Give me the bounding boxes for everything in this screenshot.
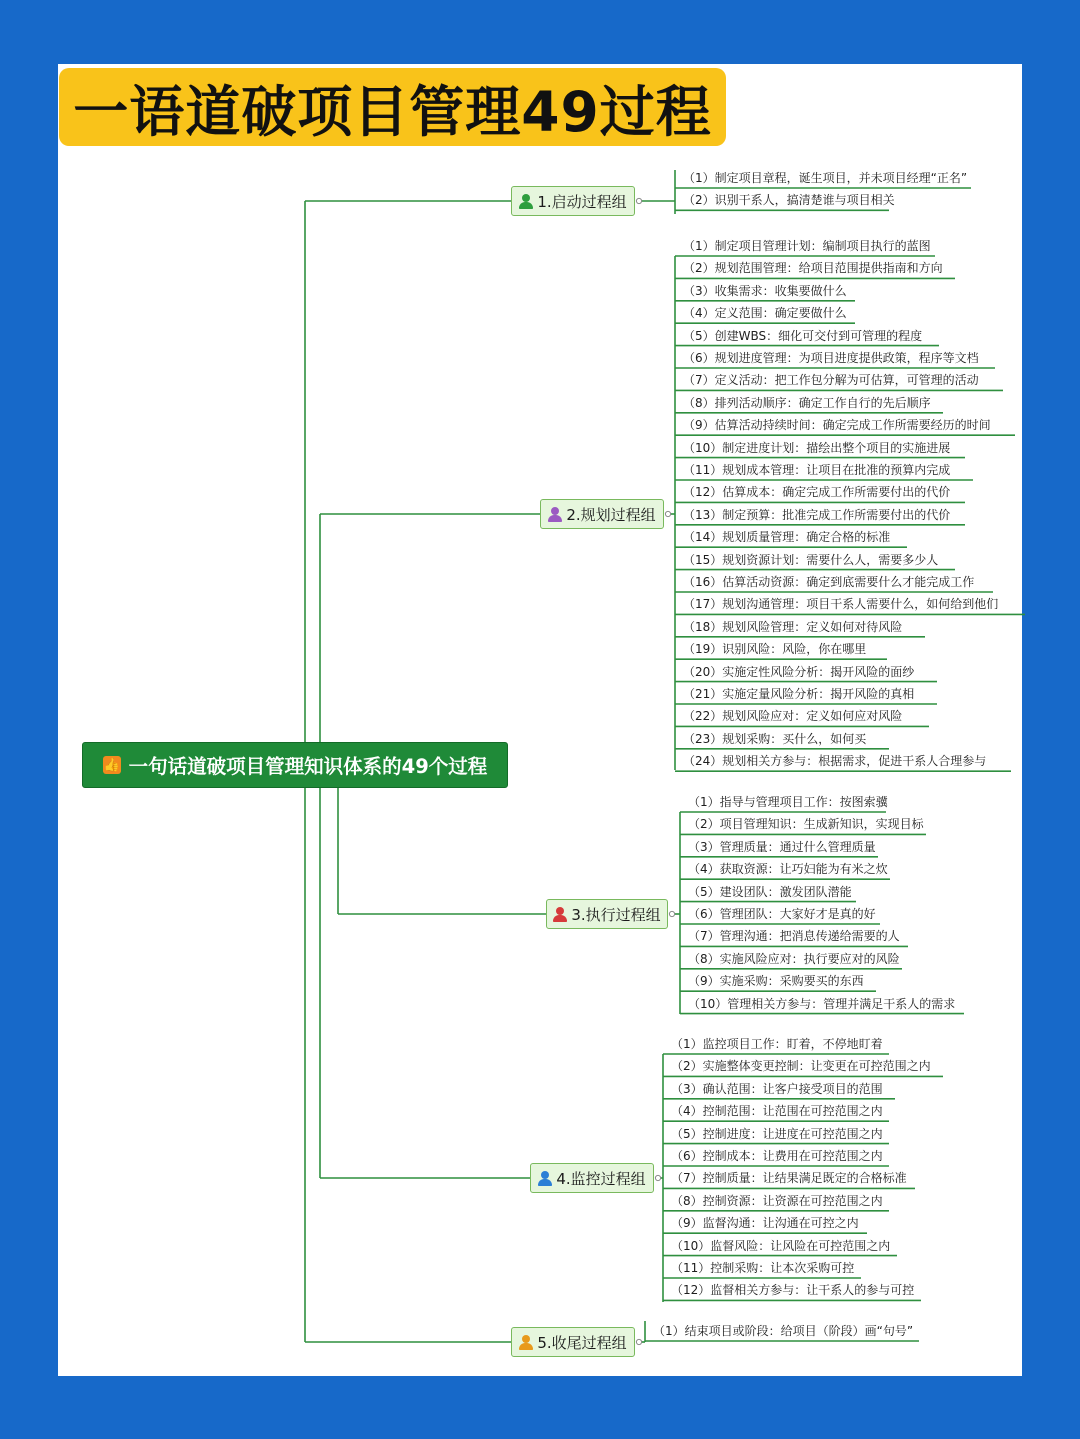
process-item: （9）实施采购：采购要买的东西 <box>688 974 864 989</box>
process-item: （23）规划采购：买什么，如何买 <box>683 731 867 746</box>
process-item: （5）创建WBS：细化可交付到可管理的程度 <box>683 328 923 343</box>
process-item: （4）控制范围：让范围在可控范围之内 <box>671 1104 883 1119</box>
process-item: （10）监督风险：让风险在可控范围之内 <box>671 1238 891 1253</box>
process-item: （2）识别干系人，搞清楚谁与项目相关 <box>683 193 895 208</box>
process-item: （6）管理团队：大家好才是真的好 <box>688 907 876 921</box>
process-item: （4）获取资源：让巧妇能为有米之炊 <box>688 862 888 877</box>
process-item: （11）规划成本管理：让项目在批准的预算内完成 <box>683 463 951 477</box>
process-item: （8）控制资源：让资源在可控范围之内 <box>671 1193 883 1208</box>
group-node-2[interactable] <box>540 499 664 529</box>
process-item: （10）管理相关方参与：管理并满足干系人的需求 <box>688 996 956 1011</box>
root-node[interactable] <box>82 742 508 788</box>
process-item: （7）定义活动：把工作包分解为可估算，可管理的活动 <box>683 373 979 388</box>
process-item: （22）规划风险应对：定义如何应对风险 <box>683 709 903 724</box>
person-icon <box>519 194 533 209</box>
process-item: （15）规划资源计划：需要什么人，需要多少人 <box>683 552 939 567</box>
process-item: （19）识别风险：风险，你在哪里 <box>683 642 867 657</box>
group-label: 3.执行过程组 <box>571 905 661 924</box>
process-item: （6）规划进度管理：为项目进度提供政策，程序等文档 <box>683 351 979 365</box>
collapse-toggle-dot[interactable] <box>636 1339 641 1344</box>
collapse-toggle-dot[interactable] <box>665 511 670 516</box>
group-node-5[interactable] <box>511 1327 635 1357</box>
process-item: （14）规划质量管理：确定合格的标准 <box>683 530 891 545</box>
process-item: （2）实施整体变更控制：让变更在可控范围之内 <box>671 1059 931 1074</box>
process-item: （17）规划沟通管理：项目干系人需要什么，如何给到他们 <box>683 597 999 612</box>
process-item: （21）实施定量风险分析：揭开风险的真相 <box>683 687 915 701</box>
process-item: （11）控制采购：让本次采购可控 <box>671 1261 855 1275</box>
process-item: （13）制定预算：批准完成工作所需要付出的代价 <box>683 507 951 522</box>
process-item: （8）排列活动顺序：确定工作自行的先后顺序 <box>683 395 931 410</box>
process-item: （20）实施定性风险分析：揭开风险的面纱 <box>683 664 915 679</box>
process-item: （7）控制质量：让结果满足既定的合格标准 <box>671 1171 907 1186</box>
group-label: 1.启动过程组 <box>537 192 627 211</box>
root-label: 一句话道破项目管理知识体系的49个过程 <box>128 755 488 778</box>
process-item: （9）估算活动持续时间：确定完成工作所需要经历的时间 <box>683 418 991 433</box>
person-icon <box>553 907 567 922</box>
person-icon <box>519 1335 533 1350</box>
process-item: （12）监督相关方参与：让干系人的参与可控 <box>671 1283 915 1298</box>
page-title: 一语道破项目管理49过程 <box>73 79 712 144</box>
group-label: 2.规划过程组 <box>566 505 656 524</box>
group-node-4[interactable] <box>530 1163 654 1193</box>
person-icon <box>538 1171 552 1186</box>
process-item: （3）确认范围：让客户接受项目的范围 <box>671 1081 883 1096</box>
process-item: （4）定义范围：确定要做什么 <box>683 306 847 321</box>
process-item: （16）估算活动资源：确定到底需要什么才能完成工作 <box>683 575 975 589</box>
process-item: （3）收集需求：收集要做什么 <box>683 283 847 298</box>
process-item: （1）制定项目章程，诞生项目，并未项目经理“正名” <box>683 171 968 185</box>
process-item: （1）结束项目或阶段：给项目（阶段）画“句号” <box>653 1324 914 1338</box>
process-item: （8）实施风险应对：执行要应对的风险 <box>688 951 900 966</box>
process-item: （6）控制成本：让费用在可控范围之内 <box>671 1149 883 1163</box>
process-item: （18）规划风险管理：定义如何对待风险 <box>683 619 903 634</box>
process-item: （2）规划范围管理：给项目范围提供指南和方向 <box>683 261 943 276</box>
process-item: （7）管理沟通：把消息传递给需要的人 <box>688 929 900 944</box>
process-item: （10）制定进度计划：描绘出整个项目的实施进展 <box>683 440 951 455</box>
process-item: （12）估算成本：确定完成工作所需要付出的代价 <box>683 485 951 500</box>
collapse-toggle-dot[interactable] <box>655 1175 660 1180</box>
process-item: （5）控制进度：让进度在可控范围之内 <box>671 1126 883 1141</box>
process-item: （2）项目管理知识：生成新知识，实现目标 <box>688 817 924 832</box>
process-item: （24）规划相关方参与：根据需求，促进干系人合理参与 <box>683 754 987 769</box>
group-label: 5.收尾过程组 <box>537 1333 627 1352</box>
process-item: （1）制定项目管理计划：编制项目执行的蓝图 <box>683 239 931 253</box>
process-item: （1）监控项目工作：盯着，不停地盯着 <box>671 1037 883 1051</box>
thumbs-up-icon: 👍 <box>103 757 120 773</box>
collapse-toggle-dot[interactable] <box>636 198 641 203</box>
process-item: （5）建设团队：激发团队潜能 <box>688 884 852 899</box>
process-item: （3）管理质量：通过什么管理质量 <box>688 839 876 854</box>
group-node-1[interactable] <box>511 186 635 216</box>
person-icon <box>548 507 562 522</box>
process-item: （1）指导与管理项目工作：按图索骥 <box>688 795 888 809</box>
group-label: 4.监控过程组 <box>556 1169 646 1188</box>
collapse-toggle-dot[interactable] <box>669 911 674 916</box>
process-item: （9）监督沟通：让沟通在可控之内 <box>671 1216 859 1231</box>
group-node-3[interactable] <box>546 899 668 929</box>
